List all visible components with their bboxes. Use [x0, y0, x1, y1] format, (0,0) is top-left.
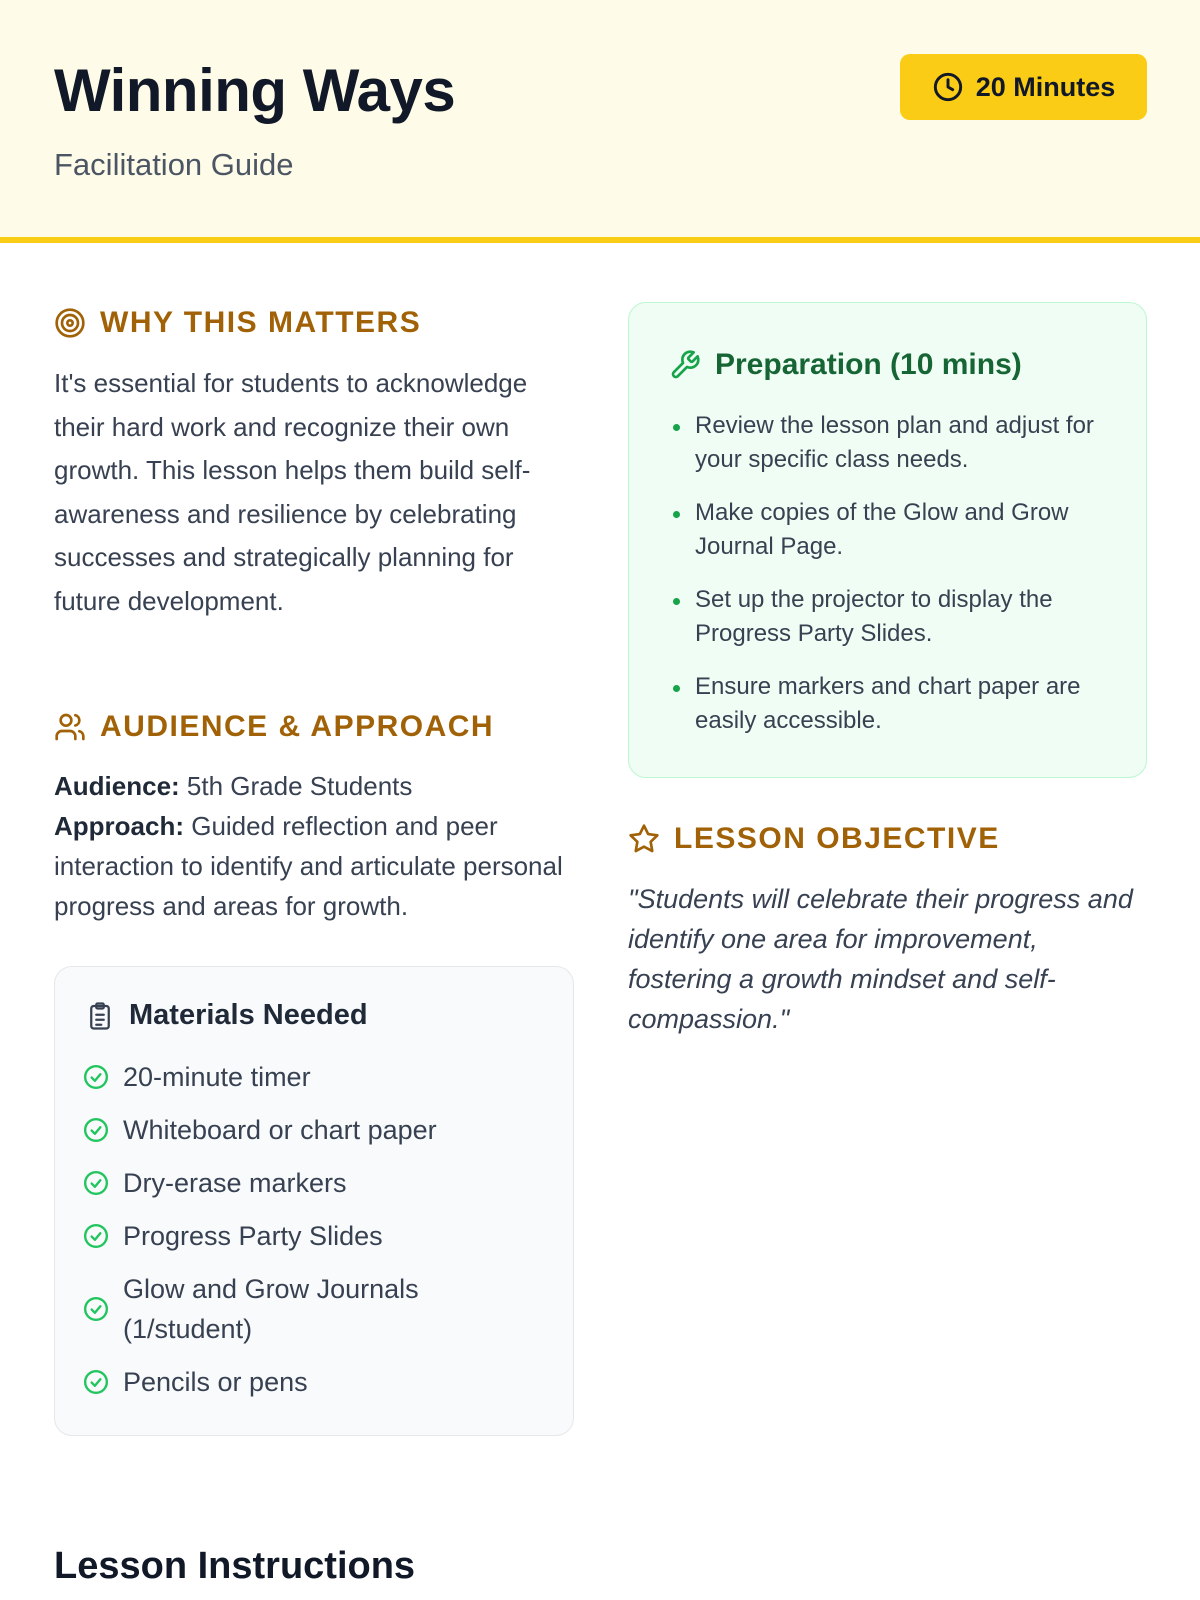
- material-label: Dry-erase markers: [123, 1168, 347, 1198]
- list-item: [83, 1269, 553, 1349]
- page-header: [0, 0, 1200, 243]
- check-circle-icon: [83, 1223, 109, 1249]
- material-label: Whiteboard or chart paper: [123, 1115, 437, 1145]
- audience-label: Audience:: [54, 771, 180, 801]
- clipboard-icon: [85, 1000, 115, 1032]
- check-circle-icon: [83, 1117, 109, 1143]
- clock-icon: [932, 71, 964, 103]
- list-item: [83, 1110, 553, 1150]
- users-icon: [54, 711, 86, 743]
- audience-value: 5th Grade Students: [179, 771, 413, 801]
- approach-label: Approach:: [54, 811, 184, 841]
- wrench-icon: [669, 349, 701, 381]
- materials-title: [85, 999, 368, 1032]
- objective-section-heading: [628, 822, 1000, 856]
- objective-heading: LESSON OBJECTIVE: [674, 822, 1000, 855]
- material-label: Pencils or pens: [123, 1367, 308, 1397]
- check-circle-icon: [83, 1170, 109, 1196]
- list-item: [83, 1362, 553, 1402]
- why-section-heading: [54, 306, 421, 340]
- check-circle-icon: [83, 1296, 109, 1322]
- objective-quote: "Students will celebrate their progress and identify one area for improvement, fostering a growth mindset and self-compassion.": [628, 884, 1133, 1034]
- approach-value: Guided reflection and peer interaction to identify and articulate personal progress and areas for growth.: [54, 811, 563, 921]
- list-item: Ensure markers and chart paper are easily accessible.: [669, 670, 1119, 738]
- audience-line: [54, 766, 584, 806]
- duration-badge: [900, 54, 1147, 120]
- list-item: Make copies of the Glow and Grow Journal Page.: [669, 496, 1119, 564]
- preparation-card: [628, 302, 1147, 778]
- star-icon: [628, 823, 660, 855]
- materials-card: [54, 966, 574, 1436]
- preparation-list: [669, 409, 1119, 757]
- page-subtitle: Facilitation Guide: [54, 147, 294, 182]
- preparation-heading: Preparation (10 mins): [715, 348, 1022, 381]
- audience-body: [54, 766, 584, 926]
- list-item: [83, 1163, 553, 1203]
- approach-line: [54, 806, 584, 926]
- why-body: It's essential for students to acknowledge their hard work and recognize their own growth. This lesson helps them build self-awareness and resilience by celebrating successes and strategically planning for future development.: [54, 368, 531, 616]
- target-icon: [54, 307, 86, 339]
- check-circle-icon: [83, 1369, 109, 1395]
- list-item: [83, 1057, 553, 1097]
- material-label: Progress Party Slides: [123, 1221, 383, 1251]
- material-label: 20-minute timer: [123, 1062, 311, 1092]
- duration-label: 20 Minutes: [975, 71, 1116, 102]
- why-heading: WHY THIS MATTERS: [100, 306, 422, 339]
- instructions-heading: Lesson Instructions: [54, 1545, 416, 1587]
- audience-section-heading: [54, 710, 494, 744]
- materials-heading: Materials Needed: [129, 999, 368, 1031]
- page-title: Winning Ways: [54, 57, 456, 124]
- preparation-title: [669, 348, 1022, 382]
- list-item: [83, 1216, 553, 1256]
- list-item: Set up the projector to display the Progress Party Slides.: [669, 583, 1119, 651]
- audience-heading: AUDIENCE & APPROACH: [100, 710, 495, 743]
- material-label: Glow and Grow Journals (1/student): [123, 1274, 419, 1344]
- list-item: Review the lesson plan and adjust for your specific class needs.: [669, 409, 1119, 477]
- materials-list: [83, 1057, 553, 1415]
- check-circle-icon: [83, 1064, 109, 1090]
